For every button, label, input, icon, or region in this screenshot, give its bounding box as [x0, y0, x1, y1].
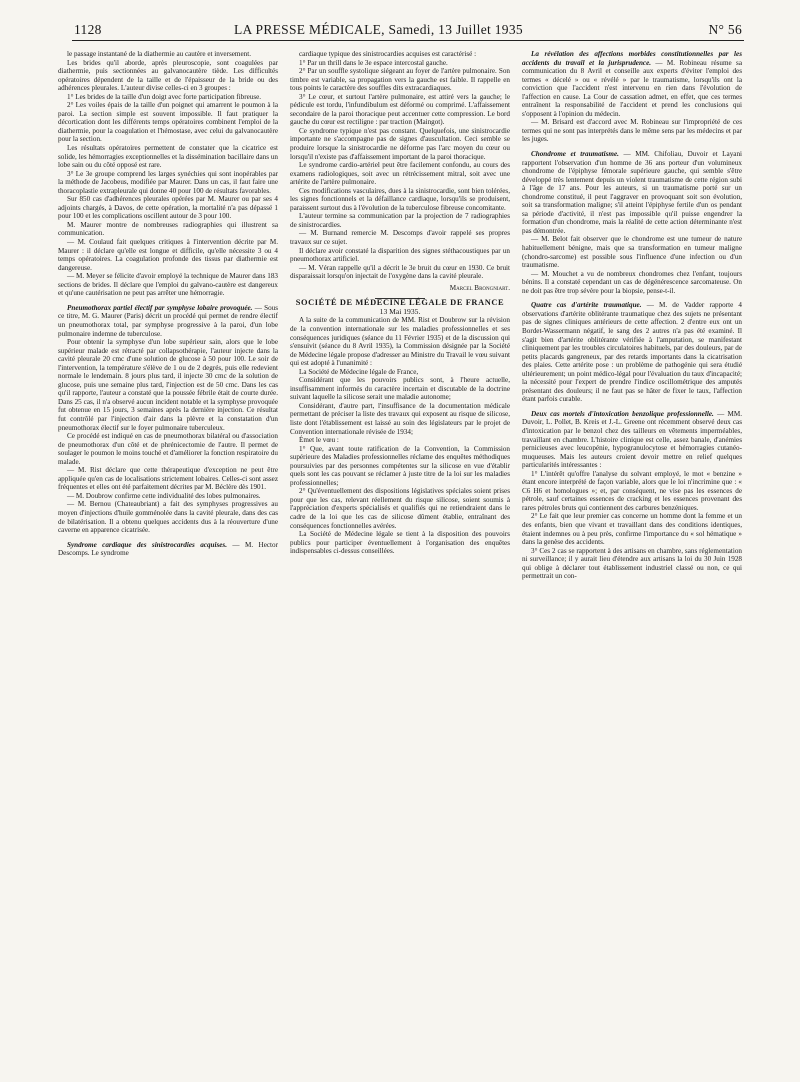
issue-number: N° 56 — [708, 22, 742, 37]
paragraph: 2° Le fait que leur premier cas concerne un homme dont la femme et un des enfants, bien que vivant et travaillant dans des conditions identiques, étaient indemnes ou à peu près, confirme l'importance du « sol hématique » dans la genèse des accidents. — [522, 512, 742, 547]
paragraph: L'auteur termine sa communication par la projection de 7 radiographies de sinistrocardies. — [290, 212, 510, 229]
paragraph: — M. Brisard est d'accord avec M. Robineau sur l'impropriété de ces termes qui ne sont pas interprétés dans le même sens par les médecins et par les juges. — [522, 118, 742, 144]
column-2 — [290, 50, 510, 556]
paragraph: le passage instantané de la diathermie au cautère et inversement. — [67, 50, 251, 58]
header-rule — [72, 40, 744, 41]
paragraph: Ce procédé est indiqué en cas de pneumothorax bilatéral ou d'association de pneumothorax d'un côté et de phrénicectomie de l'autre. Il permet de soulager le poumon le moins touché et d'améliorer la fonction respiratoire du malade. — [58, 432, 278, 466]
journal-title-line — [234, 22, 523, 38]
paragraph: Pour obtenir la symphyse d'un lobe supérieur sain, alors que le lobe supérieur malade est rétracté par collapsothérapie, l'auteur injecte dans la cavité pleurale 20 cmc d'une solution de glucose à 50 pour 100. Le soir de l'intervention, la température s'élève de 1 ou de 2 degrés, puis elle redevient normale le lendemain. 8 jours plus tard, il injecte 30 cmc de la solution de glucose, puis une semaine plus tard, l'injection est de 50 cmc. Dans les cas qu'il rapporte, l'auteur a constaté que la poussée fébrile était de courte durée. Dans 25 cas, il n'a observé aucun incident notable et la symphyse provoquée fut obtenue en 15 jours, 3 semaines après la dernière injection. Ce résultat fut contrôlé par l'injection d'air dans la plèvre et la constatation d'un pneumothorax électif sur le foyer pulmonaire tuberculeux. — [58, 338, 278, 432]
society-title: SOCIÉTÉ DE MÉDECINE LÉGALE DE FRANCE — [295, 298, 505, 308]
page-header — [74, 22, 742, 40]
paragraph: Sur 850 cas d'adhérences pleurales opérées par M. Maurer ou par ses 4 adjoints chargés, à Davos, de cette opération, la mortalité n'a pas dépassé 1 pour 100 et les complications oscillent autour de 3 pour 100. — [58, 195, 278, 221]
section-heading: Chondrome et traumatisme. — [531, 150, 619, 159]
section-paragraph — [522, 410, 742, 470]
section-text: — M. Robineau résume sa communication du 8 Avril et conseille aux experts d'éviter l'emploi des termes « décelé » ou « révélé » par le traumatisme, lorsqu'ils ont la conviction que l'accident n'est intervenu en rien dans l'évolution de l'affection en cause. La Cour de cassation admet, en effet, que ces termes entraînent la responsabilité de l'accident et prend les conclusions qui s'opposent à l'opinion du médecin. — [522, 58, 743, 118]
section-heading: Pneumothorax partiel électif par symphyse lobaire provoquée. — [67, 303, 253, 312]
paragraph: — M. Mouchet a vu de nombreux chondromes chez l'enfant, toujours bénins. Il a constaté cependant un cas de dégénérescence sarcomateuse. On ne doit pas être trop sévère pour la biopsie, pense-t-il. — [522, 269, 742, 295]
paragraph: — M. Bernou (Chateaubriant) a fait des symphyses progressives au moyen d'injections d'huile gomménolée dans la cavité pleurale, dans des cas de bilatérisation. Il a obtenu quelques accidents dus à la réouverture d'une caverne en apparence cicatrisée. — [58, 500, 278, 535]
paragraph: Le syndrome cardio-artériel peut être facilement confondu, au cours des examens radiologiques, soit avec un rétrécissement mitral, soit avec une artérite de l'artère pulmonaire. — [290, 161, 510, 187]
paragraph: Les brides qu'il aborde, après pleuroscopie, sont coagulées par diathermie, puis sectionnées au galvanocautère tiède. Les difficultés opératoires dépendent de la taille et de l'épaisseur de la bride ou des adhérences pleurales. L'auteur divise celles-ci en 3 groupes : — [58, 58, 278, 93]
column-3 — [522, 50, 742, 581]
session-date: 13 Mai 1935. — [379, 306, 421, 316]
issue-date: Samedi, 13 Juillet 1935 — [388, 22, 523, 37]
author-signature: Marcel Brongniart. — [449, 283, 510, 292]
section-text: — Sous ce titre, M. G. Maurer (Paris) décrit un procédé qui permet de rendre électif un pneumothorax total, par symphyse progressive à la paroi, d'un lobe pulmonaire indemne de tuberculose. — [58, 303, 278, 338]
section-heading: Deux cas mortels d'intoxication benzolique professionnelle. — [531, 409, 714, 418]
paragraph: A la suite de la communication de MM. Rist et Doubrow sur la révision de la convention internationale sur les maladies professionnelles et ses conséquences juridiques (séance du 11 Février 1935) et de la discussion qui s'ensuivit (séance du 8 Avril 1935), la Commission désignée par la Société de Médecine légale propose d'adresser au Ministre du Travail le vœu suivant qui est adopté à l'unanimité : — [290, 316, 510, 368]
section-text: — MM. Chifoliau, Duvoir et Layani rapportent l'observation d'un homme de 36 ans porteur d'un volumineux chondrome de l'épiphyse fémorale supérieure gauche, qui semble s'être développé très lentement depuis un violent traumatisme de cette région subi à l'âge de 17 ans. Pour les auteurs, si un traumatisme porté sur un chondrome constitué, il peut l'aggraver en provoquant soit son évolution, soit sa transformation maligne; s'il atteint l'épiphyse fertile d'un os pendant sa période d'activité, il n'est pas impossible qu'il puisse engendrer la formation d'un chondrome, mais la réalité de cette action déterminante n'est pas démontrée. — [522, 150, 743, 235]
section-heading: La révélation des affections morbides constitutionnelles par les accidents du travail et la jurisprudence. — [522, 50, 742, 67]
paragraph: Ces modifications vasculaires, dues à la sinistrocardie, sont bien tolérées, les signes fonctionnels et la défaillance cardiaque, lorsqu'ils se produisent, paraissent surtout dus à l'évolution de la tuberculose fibreuse concomitante. — [290, 186, 510, 212]
paragraph: — M. Meyer se félicite d'avoir employé la technique de Maurer dans 183 sections de brides. Il déclare que l'emploi du galvano-cautère est dangereux et qu'une cautérisation ne peut pas arrêter une hémorragie. — [58, 272, 278, 298]
journal-title: LA PRESSE MÉDICALE, — [234, 22, 385, 37]
paragraph: — M. Véran rappelle qu'il a décrit le 3e bruit du cœur en 1930. Ce bruit disparaissait lorsqu'on injectait de l'oxygène dans la cavité pleurale. — [290, 263, 510, 281]
section-paragraph — [522, 301, 742, 404]
paragraph: — M. Burnand remercie M. Descomps d'avoir rappelé ses propres travaux sur ce sujet. — [290, 229, 510, 247]
section-paragraph — [58, 304, 278, 338]
section-heading: Syndrome cardiaque des sinistrocardies acquises. — [67, 540, 227, 549]
paragraph: 3° Le 3e groupe comprend les larges synéchies qui sont inopérables par la méthode de Jacobeus, modifiée par Maurer. Dans un cas, il faut faire une thoracoplastie extrapleurale qui donne 40 pour 100 de résultats favorables. — [58, 169, 278, 195]
paragraph: — M. Coulaud fait quelques critiques à l'intervention décrite par M. Maurer : il déclare qu'elle est longue et difficile, qu'elle nécessite 3 ou 4 temps opératoires. La coagulation profonde des tissus par diathermie est dangereuse. — [58, 238, 278, 272]
paragraph: Considérant, d'autre part, l'insuffisance de la documentation médicale permettant de préciser la liste des travaux qui exposent au risque de silicose, liste dont l'établissement est laissé au soin des législateurs par le projet de Convention internationale révisée de 1934; — [290, 401, 510, 436]
section-paragraph — [58, 541, 278, 558]
section-text: — M. Hector Descomps. Le syndrome — [58, 540, 278, 558]
paragraph: — M. Belot fait observer que le chondrome est une tumeur de nature habituellement bénigne, mais que sa transformation en tumeur maligne (chondro-sarcome) est possible sous l'influence d'une infection ou d'un traumatisme. — [522, 235, 742, 270]
paragraph: La Société de Médecine légale se tient à la disposition des pouvoirs publics pour participer éventuellement à l'organisation des enquêtes indispensables ci-dessus conseillées. — [290, 530, 510, 556]
paragraph: 2° Qu'éventuellement des dispositions législatives spéciales soient prises pour que les cas, relevant réellement du risque silicose, soient soumis à l'appréciation d'experts spécialisés et qualifiés qui ne retiendraient dans le cadre de la loi que les cas de silicose dûment établie, entraînant des conséquences fonctionnelles avérées. — [290, 487, 510, 530]
page-number: 1128 — [74, 22, 102, 37]
paragraph: Considérant que les pouvoirs publics sont, à l'heure actuelle, insuffisamment informés du caractère incertain et discutable de la doctrine suivant laquelle la silicose serait une maladie autonome; — [290, 376, 510, 402]
section-text: — MM. Duvoir, L. Pollet, B. Kreis et J.-L. Greene ont récemment observé deux cas d'intoxication par le benzol chez des tailleurs en vêtements imperméables, travaillant en chambre. L'histoire clinique est celle, assez banale, d'anémies pernicieuses avec leucopénie, hypogranulocytose et hémorragies cutanéo-muqueuses. Mais les auteurs croient devoir mettre en relief quelques particularités intéressantes : — [522, 409, 742, 470]
section-text: — M. de Vadder rapporte 4 observations d'artérite oblitérante traumatique chez des sujets ne présentant pas de signes cliniques antérieurs de cette affection. 2 d'entre eux ont un Bordet-Wassermann négatif, le sang des 2 autres n'a pas été examiné. Il s'agit bien d'artérite oblitérante vérifiée à l'amputation, se manifestant cliniquement par les troubles circulatoires habituels, par des douleurs, par de petits placards gangreneux, par des retards importants dans la cicatrisation des plaies. Cette artérite pose : un problème de pathogénie qui sera étudié ultérieurement; un point médico-légal pour l'évaluation du taux d'incapacité; la nécessité pour l'expert de prendre l'indice oscillométrique des amputés présentant des douleurs; il ne faut pas se hâter de fixer le taux, l'affection étant parfois curable. — [522, 301, 742, 404]
paragraph: M. Maurer montre de nombreuses radiographies qui illustrent sa communication. — [58, 220, 278, 238]
paragraph: — M. Rist déclare que cette thérapeutique d'exception ne peut être appliquée qu'en cas de localisations strictement lobaires. Celles-ci sont assez fréquentes et elles ont été parfaitement décrites par M. Béclère dès 1901. — [58, 466, 278, 492]
paragraph: Ce syndrome typique n'est pas constant. Quelquefois, une sinistrocardie importante ne s'accompagne pas de signes d'auscultation. Ceci semble se produire lorsque la sinistrocardie ne déforme pas l'arc moyen du cœur ou lorsqu'il n'existe pas d'affaissement important de la paroi thoracique. — [290, 126, 510, 161]
section-paragraph — [522, 150, 742, 235]
paragraph: 1° L'intérêt qu'offre l'analyse du solvant employé, le mot « benzine » étant encore interprété de façon variable, alors que le loi n'incrimine que : « C6 H6 et homologues »; et, par conséquent, ne vise pas les essences de pétrole, sauf certaines essences de cracking et les essences provenant des rares pétroles bruts qui contiennent des carbures benzéniques. — [522, 469, 742, 512]
paragraph: La Société de Médecine légale de France, — [299, 367, 419, 376]
column-1 — [58, 50, 278, 558]
paragraph: Émet le vœu : — [299, 436, 339, 445]
paragraph: 1° Par un thrill dans le 3e espace intercostal gauche. — [299, 58, 448, 67]
paragraph: 2° Les voiles épais de la taille d'un poignet qui amarrent le poumon à la paroi. La section simple est souvent impossible. Il faut pratiquer la décortication dont les différents temps opératoires combinent l'emploi de la diathermie, pour la coagulation et l'hémostase, avec celui du galvanocautère pour la section. — [58, 101, 278, 144]
paragraph: 2° Par un souffle systolique siégeant au foyer de l'artère pulmonaire. Son timbre est variable, sa propagation vers la gauche est faible. Il rappelle en tous points le caractère des souffles dits extracardiaques. — [290, 67, 510, 93]
paragraph: 3° Ces 2 cas se rapportent à des artisans en chambre, sans réglementation ni surveillance; il y aurait lieu d'étendre aux artisans la loi du 30 Juin 1928 qui oblige à déclarer tout établissement industriel classé ou non, ce qui permettrait un con- — [522, 546, 742, 581]
paragraph: 1° Les brides de la taille d'un doigt avec forte participation fibreuse. — [67, 92, 262, 101]
paragraph: 1° Que, avant toute ratification de la Convention, la Commission supérieure des Maladies professionnelles réclame des enquêtes méthodiques poursuivies par des personnes compétentes sur la silicose en vue d'établir quels sont les cas pouvant se réclamer à juste titre de la loi sur les maladies professionnelles; — [290, 444, 510, 487]
paragraph: — M. Doubrow confirme cette individualité des lobes pulmonaires. — [67, 491, 261, 500]
section-paragraph — [522, 50, 742, 118]
paragraph: 3° Le cœur, et surtout l'artère pulmonaire, est attiré vers la gauche; le pédicule est tordu, l'infundibulum est déformé ou comprimé. L'affaissement secondaire de la paroi thoracique peut accentuer cette compression. Le bord gauche du cœur est rectiligne : par traction (Maingot). — [290, 92, 510, 127]
paragraph: cardiaque typique des sinistrocardies acquises est caractérisé : — [299, 50, 477, 58]
paragraph: Les résultats opératoires permettent de constater que la cicatrice est solide, les hémorragies exceptionnelles et la dissémination bacillaire dans un lobe sain ou du côté opposé est rare. — [58, 144, 278, 170]
paragraph: Il déclare avoir constaté la disparition des signes stéthacoustiques par un pneumothorax artificiel. — [290, 246, 510, 264]
section-heading: Quatre cas d'artérite traumatique. — [531, 301, 642, 310]
